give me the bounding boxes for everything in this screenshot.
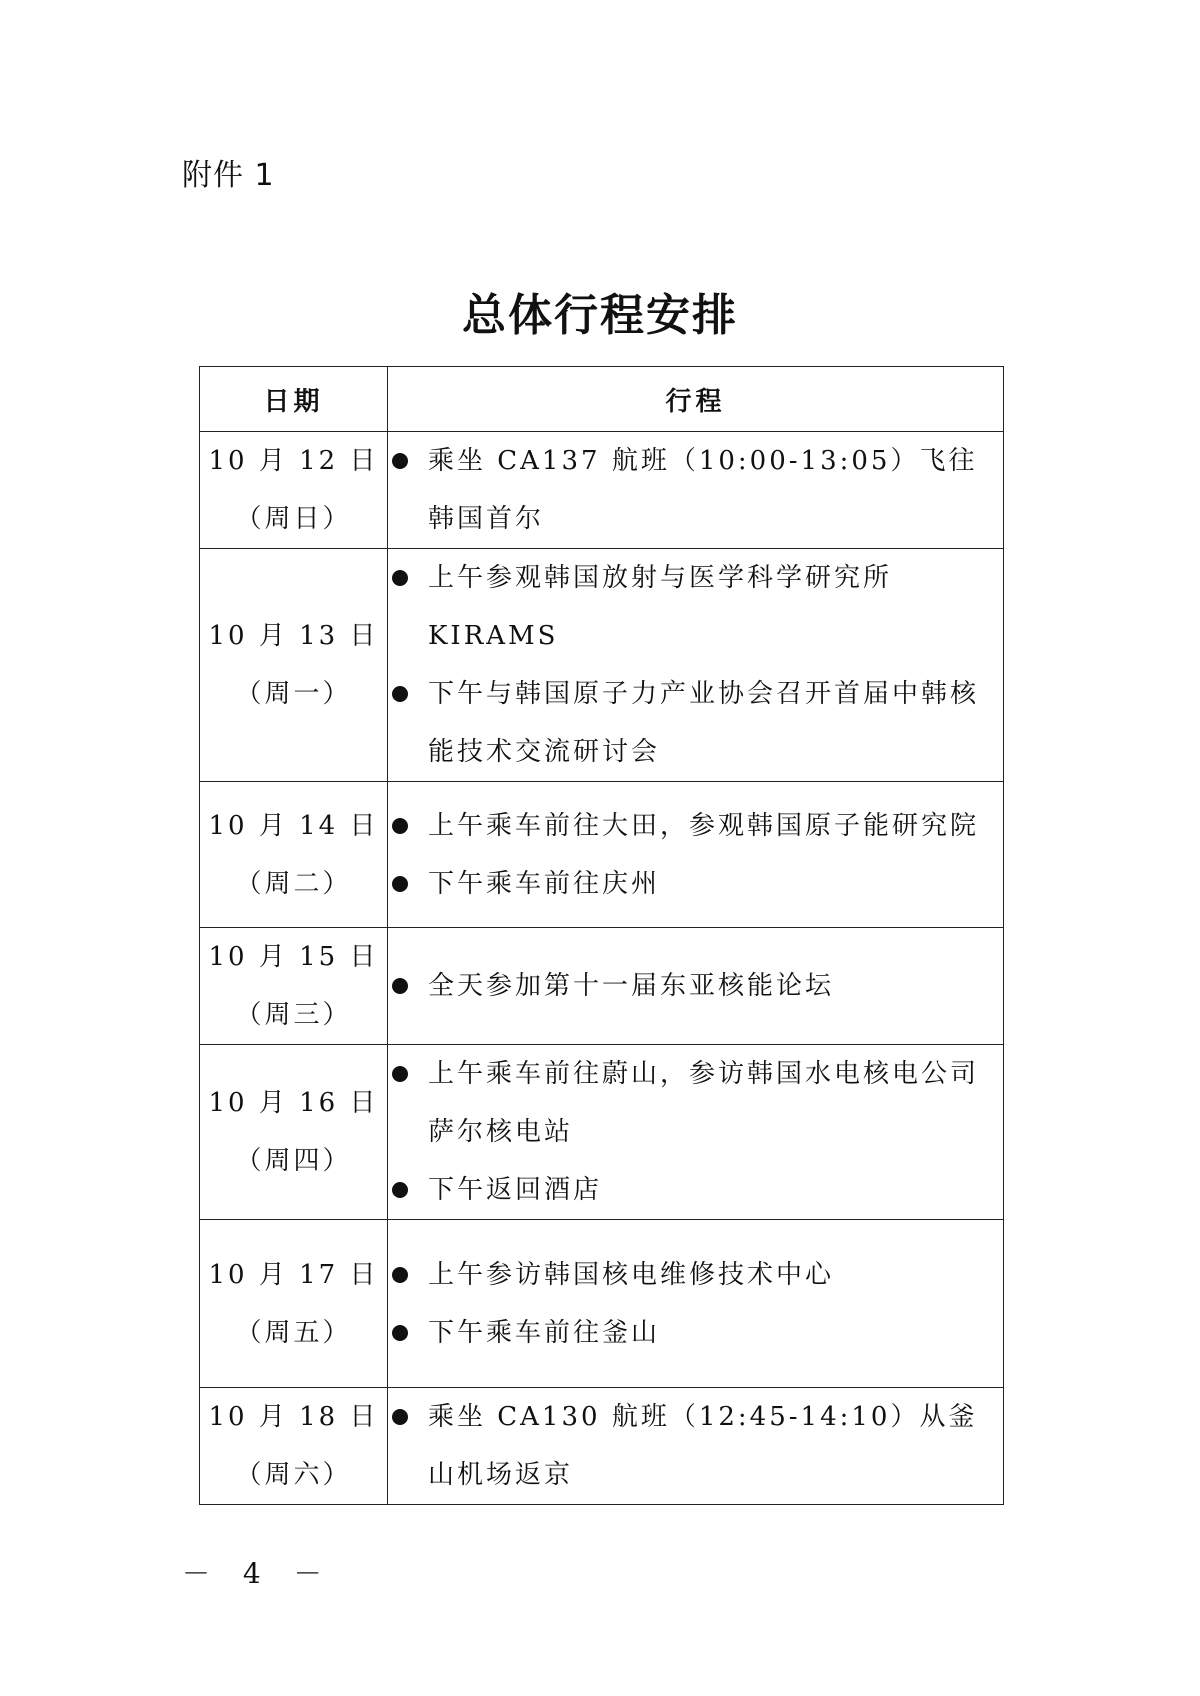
bullet-icon (392, 818, 408, 834)
table-row (200, 782, 1004, 928)
header-date: 日期 (200, 367, 388, 432)
item-text: 上午乘车前往蔚山，参访韩国水电核电公司萨尔核电站 (428, 1059, 980, 1147)
item-text: 下午与韩国原子力产业协会召开首届中韩核能技术交流研讨会 (428, 679, 980, 767)
list-item (388, 1161, 1003, 1219)
list-item (388, 957, 1003, 1015)
date-cell (200, 928, 388, 1045)
date-cell (200, 1388, 388, 1505)
date-text: 10 月 14 日 (208, 810, 379, 841)
item-text: 下午乘车前往釜山 (428, 1317, 661, 1348)
table-row (200, 1388, 1004, 1505)
list-item (388, 665, 1003, 781)
bullet-icon (392, 453, 408, 469)
schedule-table (199, 366, 1004, 1505)
item-text: 全天参加第十一届东亚核能论坛 (428, 971, 835, 1001)
weekday-text: （周三） (235, 1000, 352, 1030)
item-text: 下午乘车前往庆州 (428, 868, 661, 899)
item-text: 上午参访韩国核电维修技术中心 (428, 1259, 835, 1290)
date-cell (200, 432, 388, 549)
list-item (388, 432, 1003, 548)
document-title: 总体行程安排 (462, 290, 738, 341)
list-item (388, 855, 1003, 913)
list-item (388, 1246, 1003, 1304)
bullet-icon (392, 978, 408, 994)
item-text: 上午乘车前往大田，参观韩国原子能研究院 (428, 810, 980, 841)
weekday-text: （周一） (235, 679, 352, 709)
bullet-icon (392, 1066, 408, 1082)
itinerary-cell (388, 1388, 1004, 1505)
list-item (388, 549, 1003, 665)
weekday-text: （周四） (235, 1146, 352, 1176)
table-row (200, 1045, 1004, 1220)
item-text: 乘坐 CA130 航班（12:45-14:10）从釜山机场返京 (428, 1402, 978, 1490)
table-row (200, 549, 1004, 782)
bullet-icon (392, 1325, 408, 1341)
itinerary-cell (388, 782, 1004, 928)
list-item (388, 797, 1003, 855)
weekday-text: （周日） (235, 504, 352, 534)
date-text: 10 月 17 日 (208, 1259, 379, 1290)
bullet-icon (392, 686, 408, 702)
bullet-icon (392, 1267, 408, 1283)
date-cell (200, 1045, 388, 1220)
list-item (388, 1388, 1003, 1504)
attachment-label: 附件 1 (182, 158, 275, 193)
date-text: 10 月 16 日 (208, 1088, 379, 1118)
itinerary-cell (388, 1220, 1004, 1388)
weekday-text: （周二） (235, 868, 352, 899)
date-text: 10 月 15 日 (208, 942, 379, 972)
bullet-icon (392, 876, 408, 892)
itinerary-cell (388, 928, 1004, 1045)
bullet-icon (392, 1409, 408, 1425)
itinerary-cell (388, 432, 1004, 549)
date-text: 10 月 18 日 (208, 1402, 379, 1432)
item-text: 乘坐 CA137 航班（10:00-13:05）飞往韩国首尔 (428, 446, 978, 534)
item-text: 上午参观韩国放射与医学科学研究所 KIRAMS (428, 563, 893, 651)
date-text: 10 月 12 日 (208, 446, 379, 476)
bullet-icon (392, 1182, 408, 1198)
itinerary-cell (388, 549, 1004, 782)
weekday-text: （周五） (235, 1317, 352, 1348)
table-row (200, 432, 1004, 549)
date-text: 10 月 13 日 (208, 621, 379, 651)
list-item (388, 1304, 1003, 1362)
date-cell (200, 782, 388, 928)
date-cell (200, 1220, 388, 1388)
table-row (200, 928, 1004, 1045)
weekday-text: （周六） (235, 1460, 352, 1490)
page-number: － 4 － (182, 1557, 334, 1590)
table-header-row (200, 367, 1004, 432)
itinerary-cell (388, 1045, 1004, 1220)
date-cell (200, 549, 388, 782)
list-item (388, 1045, 1003, 1161)
table-row (200, 1220, 1004, 1388)
header-itinerary: 行程 (388, 367, 1004, 432)
item-text: 下午返回酒店 (428, 1175, 603, 1205)
bullet-icon (392, 570, 408, 586)
